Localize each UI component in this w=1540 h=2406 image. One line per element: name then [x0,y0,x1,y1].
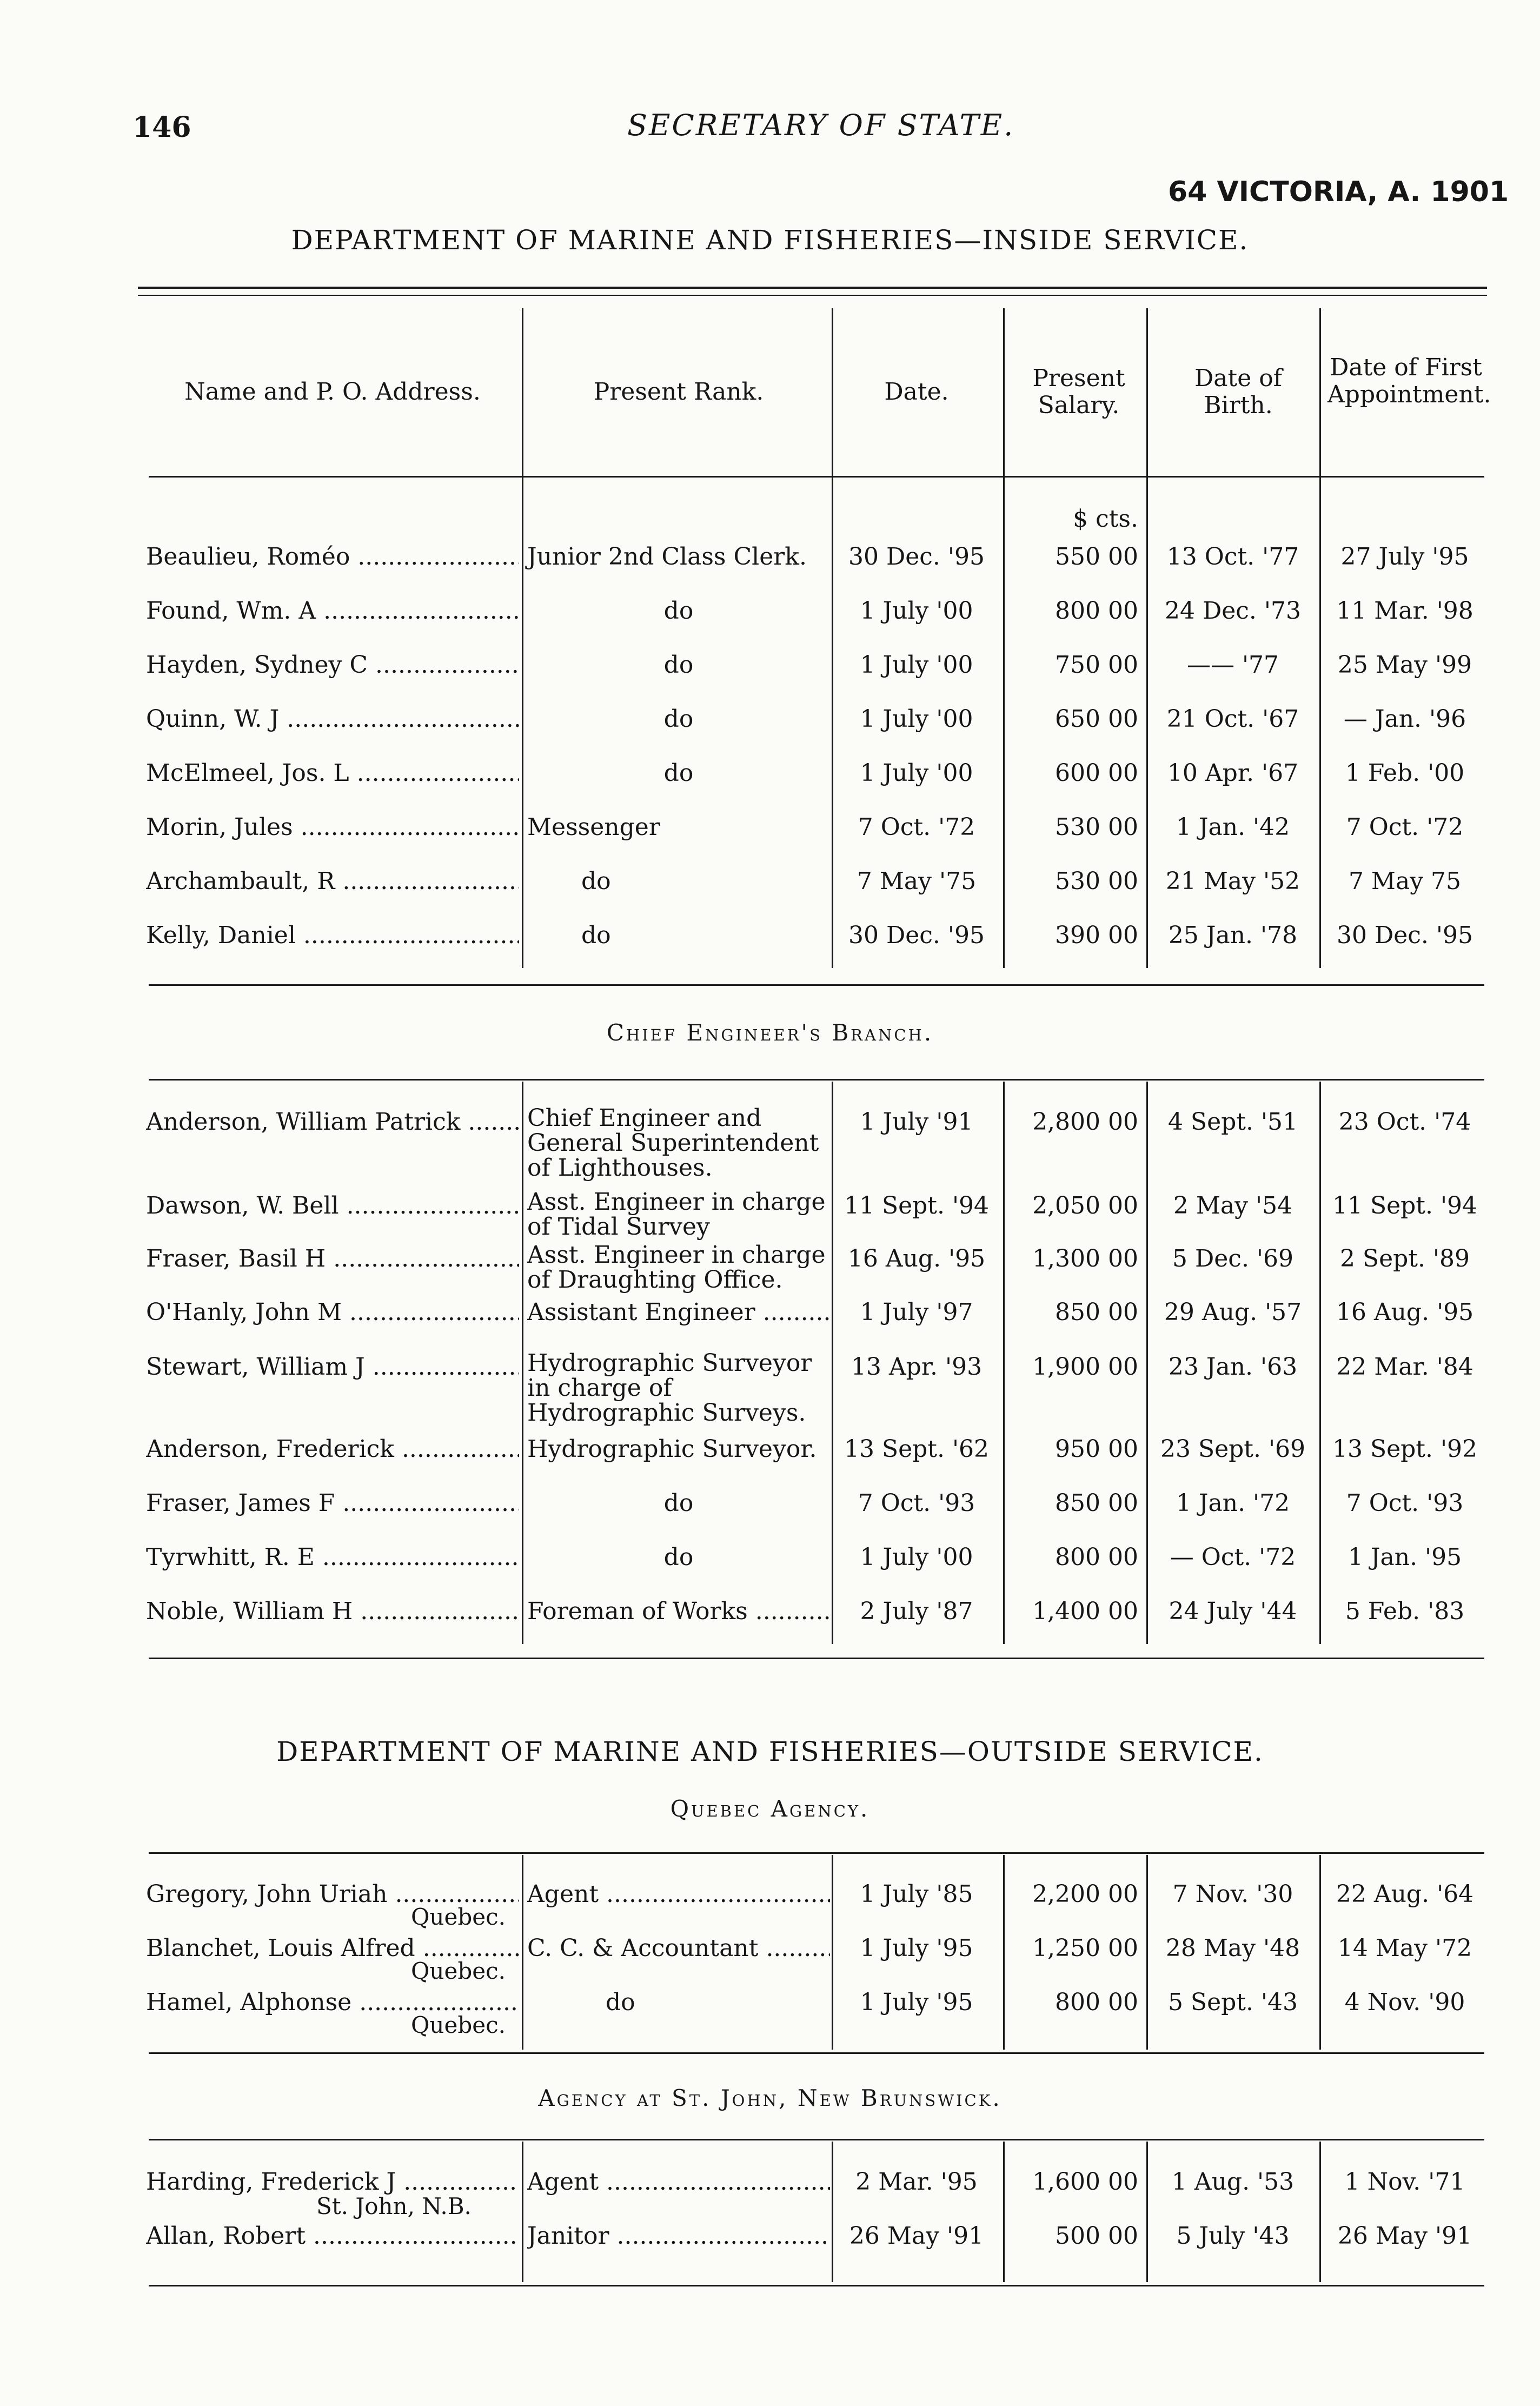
header-appointment: Date of First Appointment. [1327,354,1491,408]
rank: Foreman of Works ..... [527,1598,830,1625]
col-divider [1003,308,1005,968]
appointment-date: 13 Sept. '92 [1332,1435,1478,1463]
birth-date: 4 Sept. '51 [1167,1108,1298,1136]
rank: Hydrographic Surveyor in charge of Hydrographic Surveys. [527,1349,812,1427]
employee-name: Hayden, Sydney C ..... [146,652,519,679]
col-divider [1146,1855,1148,2050]
col-divider [1146,1082,1148,1644]
birth-date: 24 July '44 [1169,1598,1297,1625]
date: 11 Sept. '94 [844,1192,990,1219]
appointment-date: 26 May '91 [1337,2222,1472,2250]
salary: 2,200 00 [1032,1880,1138,1908]
salary: 2,050 00 [1032,1192,1138,1219]
employee-name: Archambault, R ..... [146,868,519,895]
birth-date: 21 Oct. '67 [1166,705,1299,733]
header-name: Name and P. O. Address. [184,378,481,406]
header-date: Date. [884,378,949,406]
section-rule [149,1658,1484,1659]
header-rule [149,476,1484,478]
employee-name: Noble, William H ..... [146,1598,519,1625]
date: 7 Oct. '93 [858,1489,975,1517]
salary: 550 00 [1055,543,1138,571]
salary: 1,900 00 [1032,1353,1138,1381]
col-divider [1146,308,1148,968]
rank: Messenger [527,813,660,841]
birth-date: 5 July '43 [1176,2222,1290,2250]
page-number: 146 [132,111,191,144]
quebec-agency-title: Quebec Agency. [670,1795,870,1822]
appointment-date: 4 Nov. '90 [1344,1989,1465,2016]
date: 30 Dec. '95 [848,922,985,949]
col-divider [832,308,833,968]
date: 2 Mar. '95 [855,2168,978,2196]
salary: 750 00 [1055,651,1138,679]
birth-date: 28 May '48 [1165,1934,1300,1962]
salary: 850 00 [1055,1489,1138,1517]
section-rule [149,984,1484,986]
appointment-date: 16 Aug. '95 [1336,1298,1474,1326]
employee-name: Fraser, James F ..... [146,1490,519,1517]
col-divider [1003,1855,1005,2050]
employee-name: Allan, Robert ..... [146,2223,519,2250]
date: 30 Dec. '95 [848,543,985,571]
col-divider [1003,2142,1005,2282]
birth-date: 24 Dec. '73 [1165,597,1301,625]
date: 1 July '00 [860,705,973,733]
salary: 600 00 [1055,759,1138,787]
salary: 2,800 00 [1032,1108,1138,1136]
birth-date: 5 Dec. '69 [1172,1245,1293,1272]
appointment-date: 25 May '99 [1337,651,1472,679]
date: 1 July '97 [860,1298,973,1326]
stjohn-agency-title: Agency at St. John, New Brunswick. [538,2085,1002,2111]
employee-name: Quinn, W. J ..... [146,706,519,733]
appointment-date: 22 Mar. '84 [1336,1353,1473,1381]
session-label: 64 VICTORIA, A. 1901 [1168,176,1509,208]
date: 1 July '00 [860,1543,973,1571]
date: 13 Sept. '62 [844,1435,990,1463]
date: 1 July '00 [860,597,973,625]
employee-name: Beaulieu, Roméo ..... [146,543,519,571]
section-rule [149,2139,1484,2140]
salary: 1,400 00 [1032,1598,1138,1625]
col-divider [522,1855,523,2050]
section-rule [149,2052,1484,2054]
appointment-date: 14 May '72 [1337,1934,1472,1962]
rank: do [581,922,611,949]
salary: 1,250 00 [1032,1934,1138,1962]
birth-date: — Oct. '72 [1170,1543,1296,1571]
col-divider [522,2142,523,2282]
employee-name: Anderson, Frederick ..... [146,1436,519,1463]
rank: do [581,867,611,895]
appointment-date: 1 Jan. '95 [1348,1543,1462,1571]
col-divider [1146,2142,1148,2282]
birth-date: 13 Oct. '77 [1166,543,1299,571]
employee-name: Kelly, Daniel ..... [146,922,519,949]
appointment-date: 1 Feb. '00 [1345,759,1465,787]
appointment-date: 2 Sept. '89 [1339,1245,1470,1272]
salary: 1,300 00 [1032,1245,1138,1272]
date: 1 July '95 [860,1934,973,1962]
rank: do [663,597,694,625]
rank: do [663,651,694,679]
employee-name: O'Hanly, John M ..... [146,1299,519,1326]
birth-date: 10 Apr. '67 [1167,759,1299,787]
rank: Junior 2nd Class Clerk. [527,543,807,571]
appointment-date: 7 Oct. '72 [1346,813,1464,841]
birth-date: 21 May '52 [1165,867,1300,895]
rank: do [663,705,694,733]
date: 13 Apr. '93 [851,1353,983,1381]
col-divider [1319,1082,1321,1644]
col-divider [1319,308,1321,968]
salary: 530 00 [1055,813,1138,841]
rank: Assistant Engineer ..... [527,1299,830,1326]
salary: 800 00 [1055,597,1138,625]
appointment-date: 11 Mar. '98 [1336,597,1473,625]
rank: Asst. Engineer in charge of Tidal Survey [527,1188,826,1241]
date: 2 July '87 [860,1598,973,1625]
birth-date: 1 Jan. '72 [1176,1489,1290,1517]
birth-date: 23 Sept. '69 [1160,1435,1306,1463]
employee-name: Tyrwhitt, R. E ..... [146,1544,519,1571]
post-office-address: St. John, N.B. [316,2193,472,2219]
birth-date: 29 Aug. '57 [1164,1298,1302,1326]
birth-date: 23 Jan. '63 [1168,1353,1298,1381]
date: 1 July '95 [860,1989,973,2016]
header-salary: Present Salary. [1032,364,1125,419]
appointment-date: 23 Oct. '74 [1338,1108,1471,1136]
birth-date: —— '77 [1186,651,1279,679]
employee-name: Harding, Frederick J ..... [146,2169,519,2196]
date: 7 Oct. '72 [858,813,975,841]
rank: Agent ..... [527,1881,830,1908]
appointment-date: 7 Oct. '93 [1346,1489,1464,1517]
rank: do [663,759,694,787]
rank: Hydrographic Surveyor. [527,1435,817,1463]
employee-name: Dawson, W. Bell ..... [146,1192,519,1219]
col-divider [522,308,523,968]
rank: Asst. Engineer in charge of Draughting Office. [527,1241,826,1294]
table-top-rule-thin [138,295,1487,296]
rank: C. C. & Accountant ..... [527,1935,830,1962]
rank: do [663,1489,694,1517]
birth-date: 2 May '54 [1173,1192,1293,1219]
col-divider [1003,1082,1005,1644]
date: 16 Aug. '95 [847,1245,986,1272]
employee-name: Blanchet, Louis Alfred ..... [146,1935,519,1962]
employee-name: McElmeel, Jos. L ..... [146,760,519,787]
section-rule [149,1079,1484,1081]
col-divider [832,1855,833,2050]
appointment-date: — Jan. '96 [1343,705,1466,733]
appointment-date: 7 May 75 [1348,867,1462,895]
salary-units: $ cts. [1073,505,1138,533]
post-office-address: Quebec. [411,2012,506,2038]
rank: Janitor ..... [527,2223,830,2250]
appointment-date: 22 Aug. '64 [1336,1880,1474,1908]
employee-name: Fraser, Basil H ..... [146,1245,519,1272]
inside-service-title: DEPARTMENT OF MARINE AND FISHERIES—INSIDE SERVICE. [291,224,1249,256]
appointment-date: 1 Nov. '71 [1344,2168,1465,2196]
date: 26 May '91 [849,2222,984,2250]
col-divider [832,2142,833,2282]
date: 1 July '85 [860,1880,973,1908]
birth-date: 7 Nov. '30 [1172,1880,1293,1908]
post-office-address: Quebec. [411,1958,506,1984]
salary: 390 00 [1055,922,1138,949]
date: 1 July '00 [860,651,973,679]
employee-name: Hamel, Alphonse ..... [146,1989,519,2016]
rank: Agent ..... [527,2169,830,2196]
header-birth: Date of Birth. [1194,364,1282,419]
employee-name: Morin, Jules ..... [146,814,519,841]
rank: do [606,1989,635,2016]
appointment-date: 11 Sept. '94 [1332,1192,1478,1219]
header-rank: Present Rank. [593,378,764,406]
table-top-rule [138,287,1487,289]
birth-date: 1 Aug. '53 [1171,2168,1295,2196]
salary: 500 00 [1055,2222,1138,2250]
birth-date: 25 Jan. '78 [1168,922,1298,949]
salary: 650 00 [1055,705,1138,733]
post-office-address: Quebec. [411,1904,506,1930]
salary: 800 00 [1055,1989,1138,2016]
salary: 1,600 00 [1032,2168,1138,2196]
table-bottom-rule [149,2285,1484,2286]
salary: 800 00 [1055,1543,1138,1571]
salary: 950 00 [1055,1435,1138,1463]
section-rule [149,1852,1484,1854]
chief-branch-title: Chief Engineer's Branch. [606,1019,934,1046]
rank: do [663,1543,694,1571]
date: 1 July '91 [860,1108,973,1136]
birth-date: 1 Jan. '42 [1176,813,1290,841]
rank: Chief Engineer and General Superintendent of Lighthouses. [527,1104,819,1182]
date: 7 May '75 [857,867,977,895]
appointment-date: 5 Feb. '83 [1345,1598,1465,1625]
birth-date: 5 Sept. '43 [1167,1989,1298,2016]
salary: 850 00 [1055,1298,1138,1326]
employee-name: Found, Wm. A ..... [146,598,519,625]
employee-name: Stewart, William J ..... [146,1354,519,1381]
outside-service-title: DEPARTMENT OF MARINE AND FISHERIES—OUTSIDE SERVICE. [276,1736,1264,1767]
appointment-date: 27 July '95 [1340,543,1469,571]
col-divider [522,1082,523,1644]
date: 1 July '00 [860,759,973,787]
salary: 530 00 [1055,867,1138,895]
appointment-date: 30 Dec. '95 [1337,922,1473,949]
col-divider [832,1082,833,1644]
employee-name: Gregory, John Uriah ..... [146,1881,519,1908]
col-divider [1319,1855,1321,2050]
running-head: SECRETARY OF STATE. [627,108,1015,142]
employee-name: Anderson, William Patrick ..... [146,1109,519,1136]
col-divider [1319,2142,1321,2282]
